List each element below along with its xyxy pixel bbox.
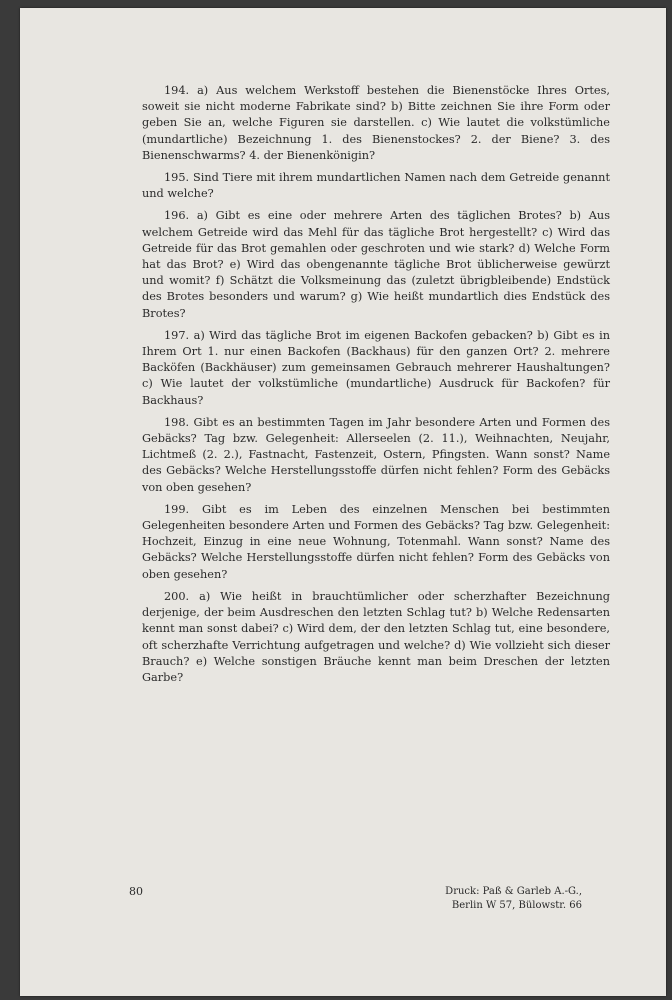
printer-imprint	[445, 885, 582, 913]
question-194: 194. a) Aus welchem Werkstoff bestehen die Bienenstöcke Ihres Ortes, soweit sie nicht moderne Fabrikate sind? b) Bitte zeichnen Sie ihre Form oder geben Sie an, welche Figuren sie darstellen. c) Wie lautet die volkstümliche (mundartliche) Bezeichnung 1. des Bienenstockes? 2. der Biene? 3. des Bienenschwarms? 4. der Bienenkönigin?	[142, 84, 610, 162]
question-200: 200. a) Wie heißt in brauchtümlicher oder scherzhafter Bezeichnung derjenige, der beim Ausdreschen den letzten Schlag tut? b) Welche Redensarten kennt man sonst dabei? c) Wird dem, der den letzten Schlag tut, eine besondere, oft scherzhafte Verrichtung aufgetragen und welche? d) Wie vollzieht sich dieser Brauch? e) Welche sonstigen Bräuche kennt man beim Dreschen der letzten Garbe?	[142, 589, 610, 684]
imprint-line-2: Berlin W 57, Bülowstr. 66	[451, 900, 582, 911]
question-198: 198. Gibt es an bestimmten Tagen im Jahr besondere Arten und Formen des Gebäcks? Tag bzw. Gelegenheit: Allerseelen (2. 11.), Weihnachten, Neujahr, Lichtmeß (2. 2.), Fastnacht, Fastenzeit, Ostern, Pfingsten. Wann sonst? Name des Gebäcks? Welche Herstellungsstoffe dürfen nicht fehlen? Form des Gebäcks von oben gesehen?	[142, 415, 610, 494]
imprint-line-1: Druck: Paß & Garleb A.-G.,	[445, 886, 582, 897]
document-page	[20, 8, 666, 996]
question-195: 195. Sind Tiere mit ihrem mundartlichen Namen nach dem Getreide genannt und welche?	[142, 171, 610, 201]
question-196: 196. a) Gibt es eine oder mehrere Arten des täglichen Brotes? b) Aus welchem Getreide wird das Mehl für das tägliche Brot hergestellt? c) Wird das Getreide für das Brot gemahlen oder geschroten und wie stark? d) Welche Form hat das Brot? e) Wird das obengenannte tägliche Brot üblicherweise gewürzt und womit? f) Schätzt die Volksmeinung das (zuletzt übrigbleibende) Endstück des Brotes besonders und warum? g) Wie heißt mundartlich dies Endstück des Brotes?	[142, 209, 610, 320]
question-199: 199. Gibt es im Leben des einzelnen Menschen bei bestimmten Gelegenheiten besondere Arten und Formen des Gebäcks? Tag bzw. Gelegenheit: Hochzeit, Einzug in eine neue Wohnung, Totenmahl. Wann sonst? Name des Gebäcks? Welche Herstellungsstoffe dürfen nicht fehlen? Form des Gebäcks von oben gesehen?	[142, 502, 610, 581]
page-number: 80	[129, 885, 143, 898]
question-197: 197. a) Wird das tägliche Brot im eigenen Backofen gebacken? b) Gibt es in Ihrem Ort 1. nur einen Backofen (Backhaus) für den ganzen Ort? 2. mehrere Backöfen (Backhäuser) zum gemeinsamen Gebrauch mehrerer Haushaltungen? c) Wie lautet der volkstümliche (mundartliche) Ausdruck für Backofen? für Backhaus?	[142, 328, 610, 407]
questionnaire-text	[142, 83, 610, 692]
